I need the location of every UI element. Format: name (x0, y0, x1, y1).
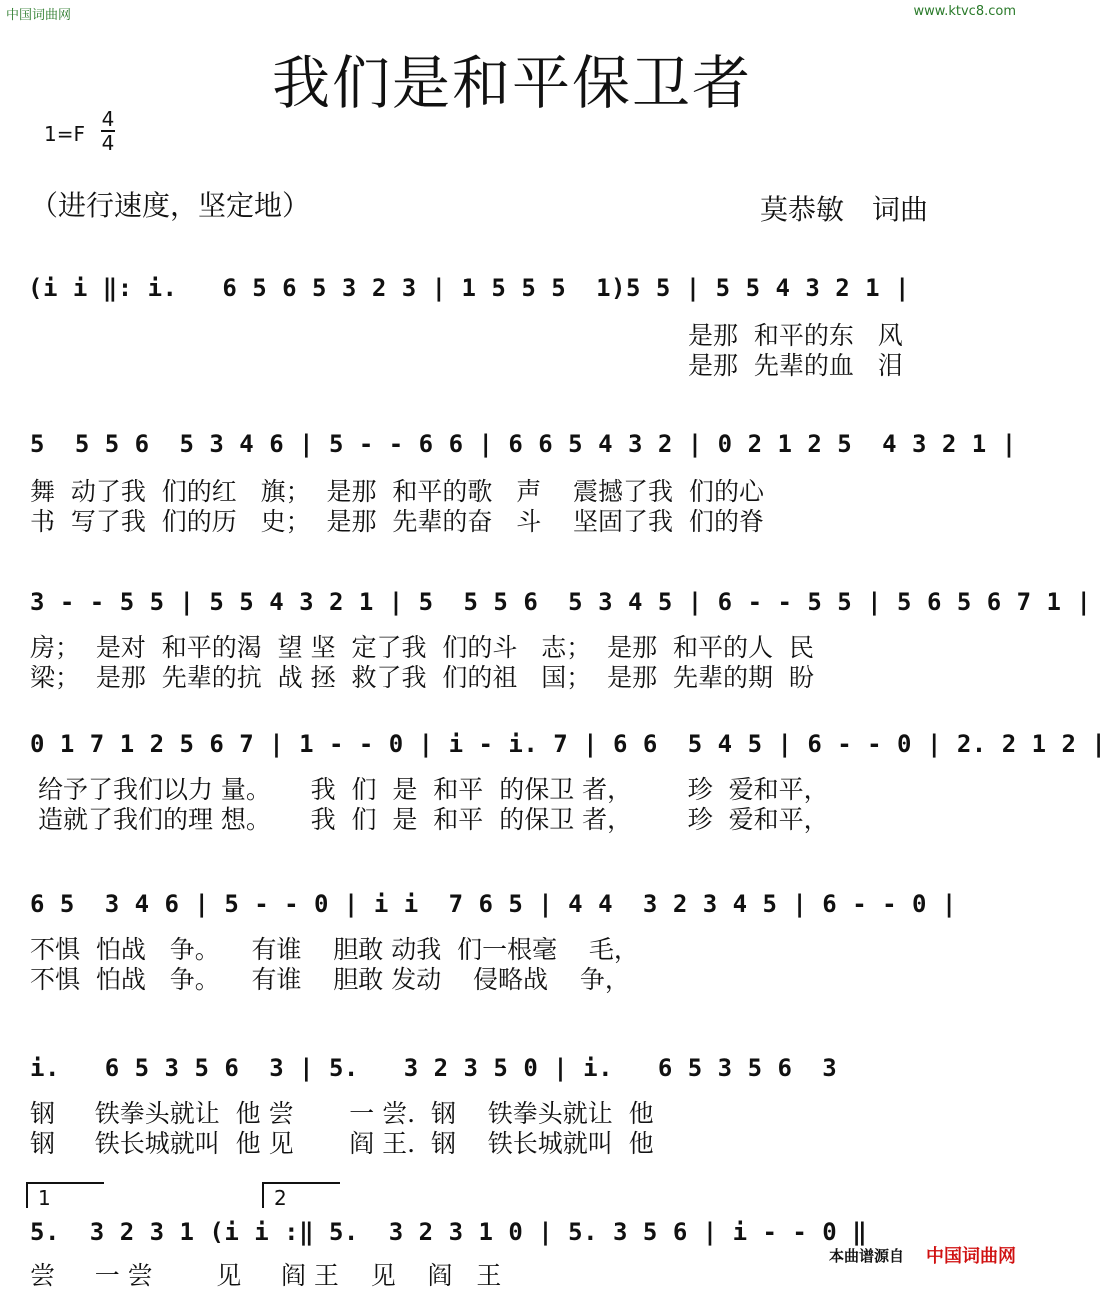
footer-site: 中国词曲网 (926, 1246, 1016, 1267)
author-credit: 莫恭敏 词曲 (760, 193, 929, 226)
system-4-notes: 0 1 7 1 2 5 6 7 | 1 - - 0 | i - i. 7 | 6 6 5 4 5 | 6 - - 0 | 2. 2 1 2 | (30, 730, 1106, 758)
song-title: 我们是和平保卫者 (271, 49, 752, 117)
system-5-lyrics-2: 不惧 怕战 争。 有谁 胆敢 发动 侵略战 争， (30, 965, 630, 994)
system-7-notes: 5. 3 2 3 1 (i i :‖ 5. 3 2 3 1 0 | 5. 3 5 6 | i - - 0 ‖ (30, 1218, 868, 1246)
system-7-lyrics-1: 尝 一 尝 见 阎 王 见 阎 王 (30, 1261, 502, 1290)
system-6-lyrics-2: 钢 铁长城就叫 他 见 阎 王. 钢 铁长城就叫 他 (30, 1129, 654, 1158)
time-signature (98, 108, 118, 154)
system-5-lyrics-1: 不惧 怕战 争。 有谁 胆敢 动我 们一根毫 毛， (30, 935, 639, 964)
key-signature: 1=F (44, 122, 85, 146)
system-6-lyrics-1: 钢 铁拳头就让 他 尝 一 尝. 钢 铁拳头就让 他 (30, 1099, 654, 1128)
system-6-notes: i. 6 5 3 5 6 3 | 5. 3 2 3 5 0 | i. 6 5 3 5 6 3 (30, 1054, 838, 1082)
system-2-lyrics-1: 舞 动了我 们的红 旗； 是那 和平的歌 声 震撼了我 们的心 (30, 477, 764, 506)
system-1-lyrics-2: 是那 先辈的血 泪 (688, 351, 903, 380)
system-5-notes: 6 5 3 4 6 | 5 - - 0 | i i 7 6 5 | 4 4 3 2 3 4 5 | 6 - - 0 | (30, 890, 957, 918)
system-4-lyrics-2: 造就了我们的理 想。 我 们 是 和平 的保卫 者， 珍 爱和平， (30, 805, 829, 834)
watermark-right: www.ktvc8.com (913, 4, 1016, 19)
time-signature-top: 4 (101, 107, 115, 131)
system-4-lyrics-1: 给予了我们以力 量。 我 们 是 和平 的保卫 者， 珍 爱和平， (30, 775, 829, 804)
volta-1-bracket (26, 1182, 104, 1208)
volta-2-bracket (262, 1182, 340, 1208)
watermark-left: 中国词曲网 (6, 8, 72, 23)
volta-2-label: 2 (274, 1186, 287, 1210)
system-3-notes: 3 - - 5 5 | 5 5 4 3 2 1 | 5 5 5 6 5 3 4 5 | 6 - - 5 5 | 5 6 5 6 7 1 | (30, 588, 1092, 616)
volta-1-label: 1 (38, 1186, 51, 1210)
system-3-lyrics-2: 梁； 是那 先辈的抗 战 拯 救了我 们的祖 国； 是那 先辈的期 盼 (30, 663, 814, 692)
system-1-lyrics-1: 是那 和平的东 风 (688, 321, 903, 350)
time-signature-bottom: 4 (101, 131, 115, 155)
system-2-notes: 5 5 5 6 5 3 4 6 | 5 - - 6 6 | 6 6 5 4 3 2 | 0 2 1 2 5 4 3 2 1 | (30, 430, 1017, 458)
footer-source-label: 本曲谱源自 (828, 1247, 904, 1265)
tempo-marking: （进行速度，坚定地） (30, 189, 311, 222)
system-2-lyrics-2: 书 写了我 们的历 史； 是那 先辈的奋 斗 坚固了我 们的脊 (30, 507, 764, 536)
system-1-notes: (i i ‖: i. 6 5 6 5 3 2 3 | 1 5 5 5 1)5 5 | 5 5 4 3 2 1 | (28, 274, 911, 302)
system-3-lyrics-1: 房； 是对 和平的渴 望 坚 定了我 们的斗 志； 是那 和平的人 民 (30, 633, 814, 662)
